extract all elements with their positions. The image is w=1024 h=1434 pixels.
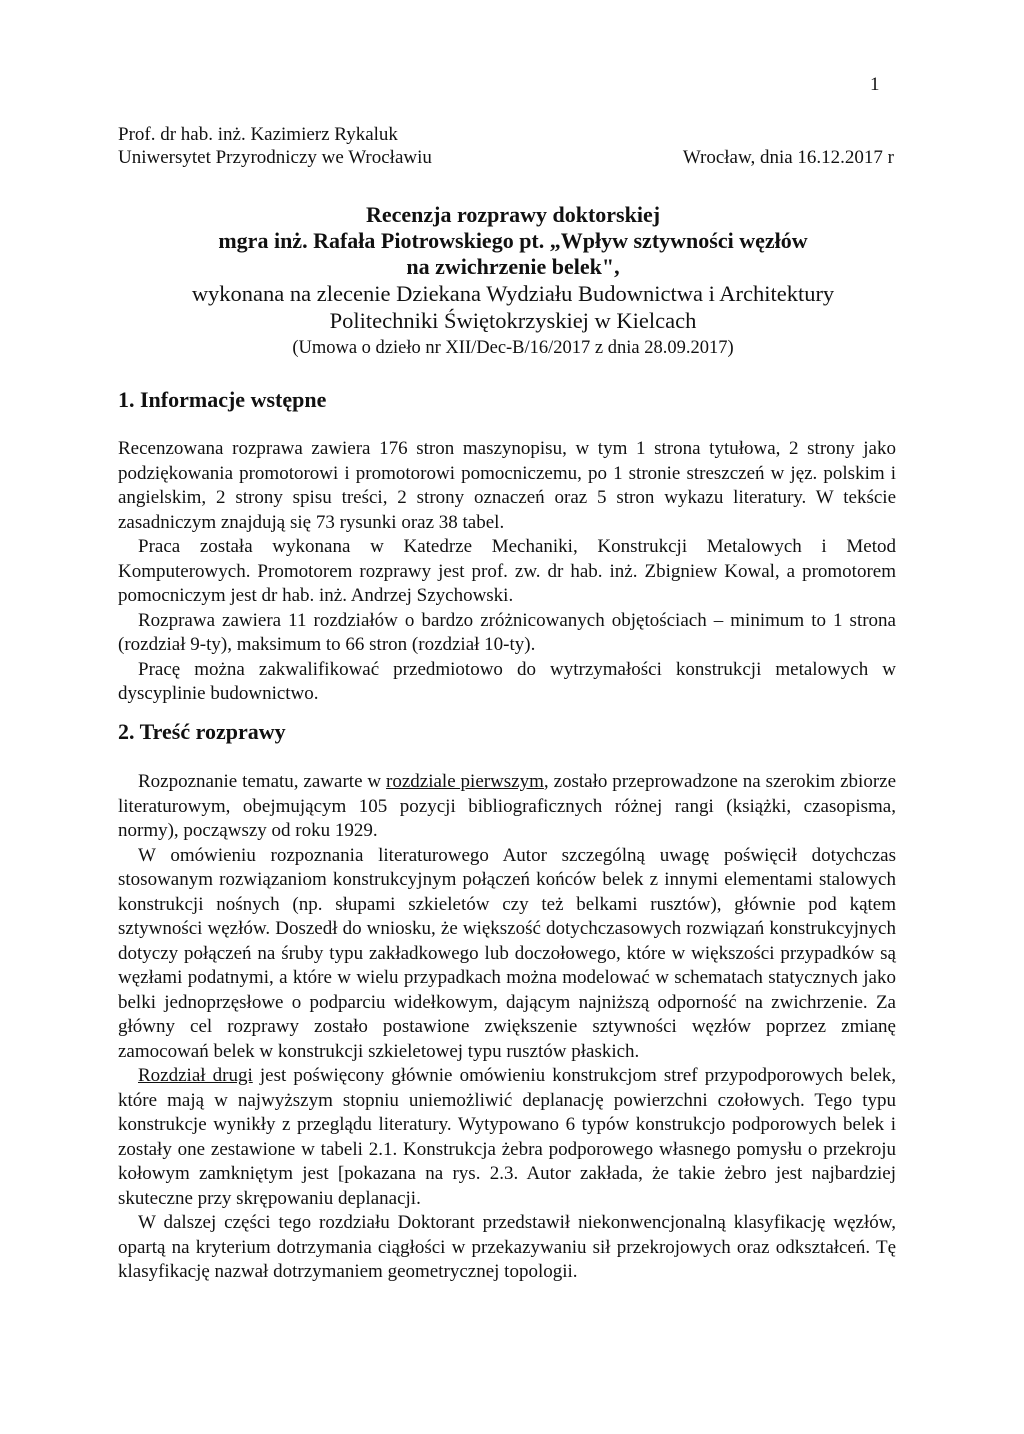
section-2-heading: 2. Treść rozprawy [118, 719, 286, 744]
section-1-body [118, 437, 896, 707]
paragraph: Rozprawa zawiera 11 rozdziałów o bardzo zróżnicowanych objętościach – minimum to 1 strona (rozdział 9-ty), maksimum to 66 stron (rozdział 10-ty). [118, 609, 896, 655]
paragraph: W omówieniu rozpoznania literaturowego Autor szczególną uwagę poświęcił dotychczas stosowanym rozwiązaniom konstrukcyjnym połączeń końców belek z innymi elementami stalowych konstrukcji nośnych (np. słupami szkieletów czy też belkami rusztów), głównie pod kątem sztywności węzłów. Doszedł do wniosku, że większość dotychczasowych rozwiązań konstrukcyjnych dotyczy połączeń na śruby typu zakładkowego lub doczołowego, które w większości przypadków są węzłami podatnymi, a które w wielu przypadkach można modelować w schematach statycznych jako belki jednoprzęsłowe o podparciu widełkowym, dającym najniższą odporność na zwichrzenie. Za główny cel rozprawy zostało postawione zwiększenie sztywności węzłów poprzez zmianę zamocowań belek w konstrukcji szkieletowej typu rusztów płaskich. [118, 844, 896, 1062]
chapter-reference: Rozdział drugi [138, 1065, 253, 1086]
header-row [118, 146, 894, 169]
paragraph: Recenzowana rozprawa zawiera 176 stron maszynopisu, w tym 1 strona tytułowa, 2 strony jako podziękowania promotorowi i promotorowi pomocniczemu, po 1 stronie streszczeń w jęz. polskim i angielskim, 2 strony spisu treści, 2 strony oznaczeń oraz 5 stron wykazu literatury. W tekście zasadniczym znajdują się 73 rysunki oraz 38 tabel. [118, 438, 896, 533]
author-name: Prof. dr hab. inż. Kazimierz Rykaluk [118, 124, 398, 145]
review-title-line2: mgra inż. Rafała Piotrowskiego pt. „Wpływ sztywności węzłów [218, 228, 808, 253]
letter-date: Wrocław, dnia 16.12.2017 r [682, 147, 894, 168]
review-title-block [118, 202, 908, 360]
paragraph: W dalszej części tego rozdziału Doktorant przedstawił niekonwencjonalną klasyfikację węzłów, opartą na kryterium dotrzymania ciągłości w przekazywaniu sił przekrojowych oraz odkształceń. Tę klasyfikację nazwał dotrzymaniem geometrycznej topologii. [118, 1212, 896, 1282]
paragraph-text: , zostało przeprowadzone na szerokim zbiorze literaturowym, obejmującym 105 pozycji bibliograficznych różnej rangi (książki, czasopisma, normy), począwszy od roku 1929. [118, 771, 897, 841]
section-1-heading: 1. Informacje wstępne [118, 387, 327, 412]
paragraph: Pracę można zakwalifikować przedmiotowo do wytrzymałości konstrukcji metalowych w dyscyplinie budownictwo. [118, 658, 896, 704]
letter-header [118, 123, 894, 169]
paragraph [118, 1064, 896, 1211]
commission-line2: Politechniki Świętokrzyskiej w Kielcach [329, 308, 697, 333]
commission-line1: wykonana na zlecenie Dziekana Wydziału Budownictwa i Architektury [191, 281, 835, 306]
paragraph-text: Rozpoznanie tematu, zawarte w [138, 771, 387, 792]
author-affiliation: Uniwersytet Przyrodniczy we Wrocławiu [118, 147, 432, 168]
review-title: Recenzja rozprawy doktorskiej [365, 202, 661, 227]
paragraph-text: jest poświęcony głównie omówieniu konstrukcjom stref przypodporowych belek, które mają w najwyższym stopniu uniemożliwić deplanację powierzchni czołowych. Tego typu konstrukcje wynikły z przeglądu literatury. Wytypowano 6 typów konstrukcjo podporowych belek i zostały one zestawione w tabeli 2.1. Konstrukcja żebra podporowego własnego pomysłu o przekroju kołowym zamkniętym jest [pokazana na rys. 2.3. Autor zakłada, że takie żebro jest najbardziej skuteczne przy skrępowaniu deplanacji. [118, 1065, 896, 1209]
contract-reference: (Umowa o dzieło nr XII/Dec-B/16/2017 z dnia 28.09.2017) [292, 338, 734, 358]
paragraph: Praca została wykonana w Katedrze Mechaniki, Konstrukcji Metalowych i Metod Komputerowych. Promotorem rozprawy jest prof. zw. dr hab. inż. Zbigniew Kowal, a promotorem pomocniczym jest dr hab. inż. Andrzej Szychowski. [118, 536, 896, 606]
section-2-body [118, 770, 896, 1285]
page-number: 1 [870, 74, 880, 95]
review-title-line3: na zwichrzenie belek", [406, 254, 620, 279]
paragraph [118, 770, 896, 844]
chapter-reference: rozdziale pierwszym [386, 771, 544, 792]
